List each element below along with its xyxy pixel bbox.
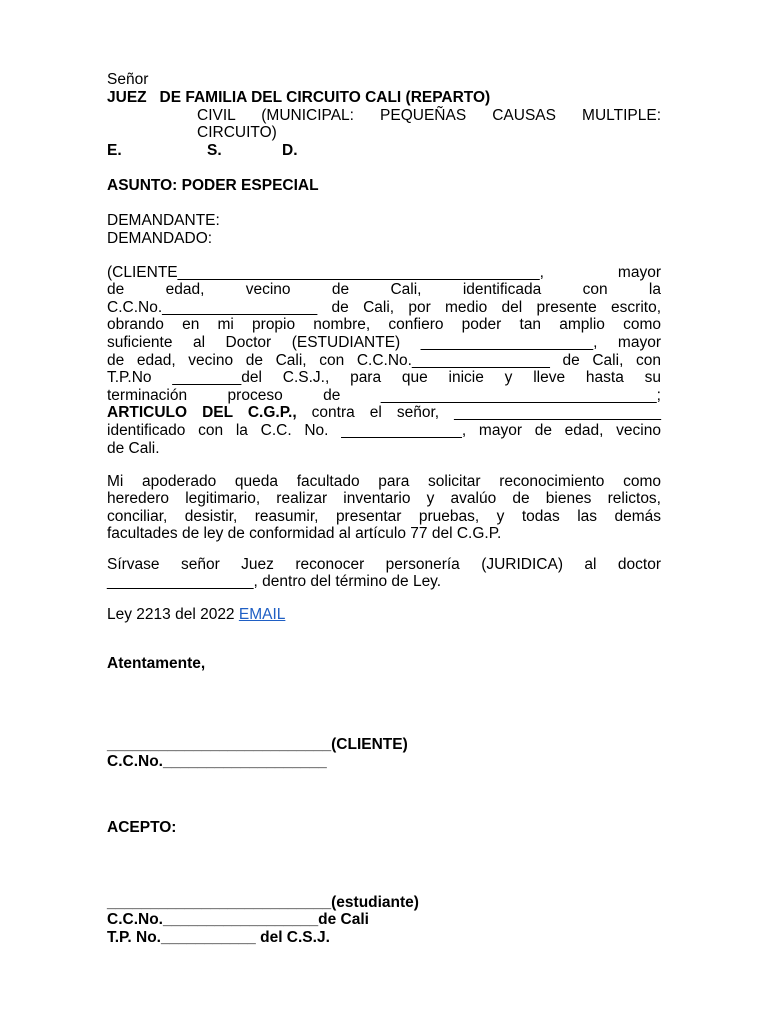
law-text: Ley 2213 del 2022 [107,606,239,623]
accept-label: ACEPTO: [107,819,177,836]
faculties-line: heredero legitimario, realizar inventario y avalúo de bienes relictos, [107,490,661,507]
court-line-2: CIRCUITO) [197,124,277,141]
article-line [107,404,661,422]
request-line: Sírvase señor Juez reconocer personería (JURIDICA) al doctor [107,556,661,573]
student-cc: C.C.No.__________________de Cali [107,911,369,928]
body-line: obrando en mi propio nombre, confiero poder tan amplio como [107,316,661,333]
esd-s: S. [207,142,222,159]
body-line: terminación proceso de ________________________________; [107,387,661,404]
student-tp: T.P. No.___________ del C.S.J. [107,929,330,946]
greeting: Señor [107,71,149,88]
judge-line: JUEZ DE FAMILIA DEL CIRCUITO CALI (REPARTO) [107,89,491,106]
subject: ASUNTO: PODER ESPECIAL [107,177,319,194]
body-line: de edad, vecino de Cali, con C.C.No.________________ de Cali, con [107,352,661,369]
body-line: suficiente al Doctor (ESTUDIANTE) ____________________, mayor [107,334,661,351]
body-line: de edad, vecino de Cali, identificada con la [107,281,661,298]
client-signature-line: __________________________(CLIENTE) [107,736,408,753]
body-line: de Cali. [107,440,160,457]
faculties-line: Mi apoderado queda facultado para solicitar reconocimiento como [107,473,661,490]
law-line [107,606,285,624]
article-bold: ARTICULO DEL C.G.P., [107,404,297,421]
body-line: identificado con la C.C. No. ______________, mayor de edad, vecino [107,422,661,439]
article-rest: contra el señor, ________________________ [296,404,661,421]
esd-d: D. [282,142,298,159]
body-line: (CLIENTE__________________________________________, mayor [107,264,661,281]
faculties-line: conciliar, desistir, reasumir, presentar pruebas, y todas las demás [107,508,661,525]
faculties-line: facultades de ley de conformidad al artículo 77 del C.G.P. [107,525,502,542]
body-line: T.P.No ________del C.S.J., para que inicie y lleve hasta su [107,369,661,386]
body-line: C.C.No.__________________ de Cali, por medio del presente escrito, [107,299,661,316]
demandado-label: DEMANDADO: [107,230,213,247]
court-line-1: CIVIL (MUNICIPAL: PEQUEÑAS CAUSAS MULTIPLE: [197,107,661,124]
email-link[interactable]: EMAIL [238,606,286,623]
student-signature-line: __________________________(estudiante) [107,894,419,911]
demandante-label: DEMANDANTE: [107,212,220,229]
closing: Atentamente, [107,655,206,672]
request-line: _________________, dentro del término de Ley. [107,573,442,590]
esd-e: E. [107,142,122,159]
client-cc: C.C.No.___________________ [107,753,327,770]
